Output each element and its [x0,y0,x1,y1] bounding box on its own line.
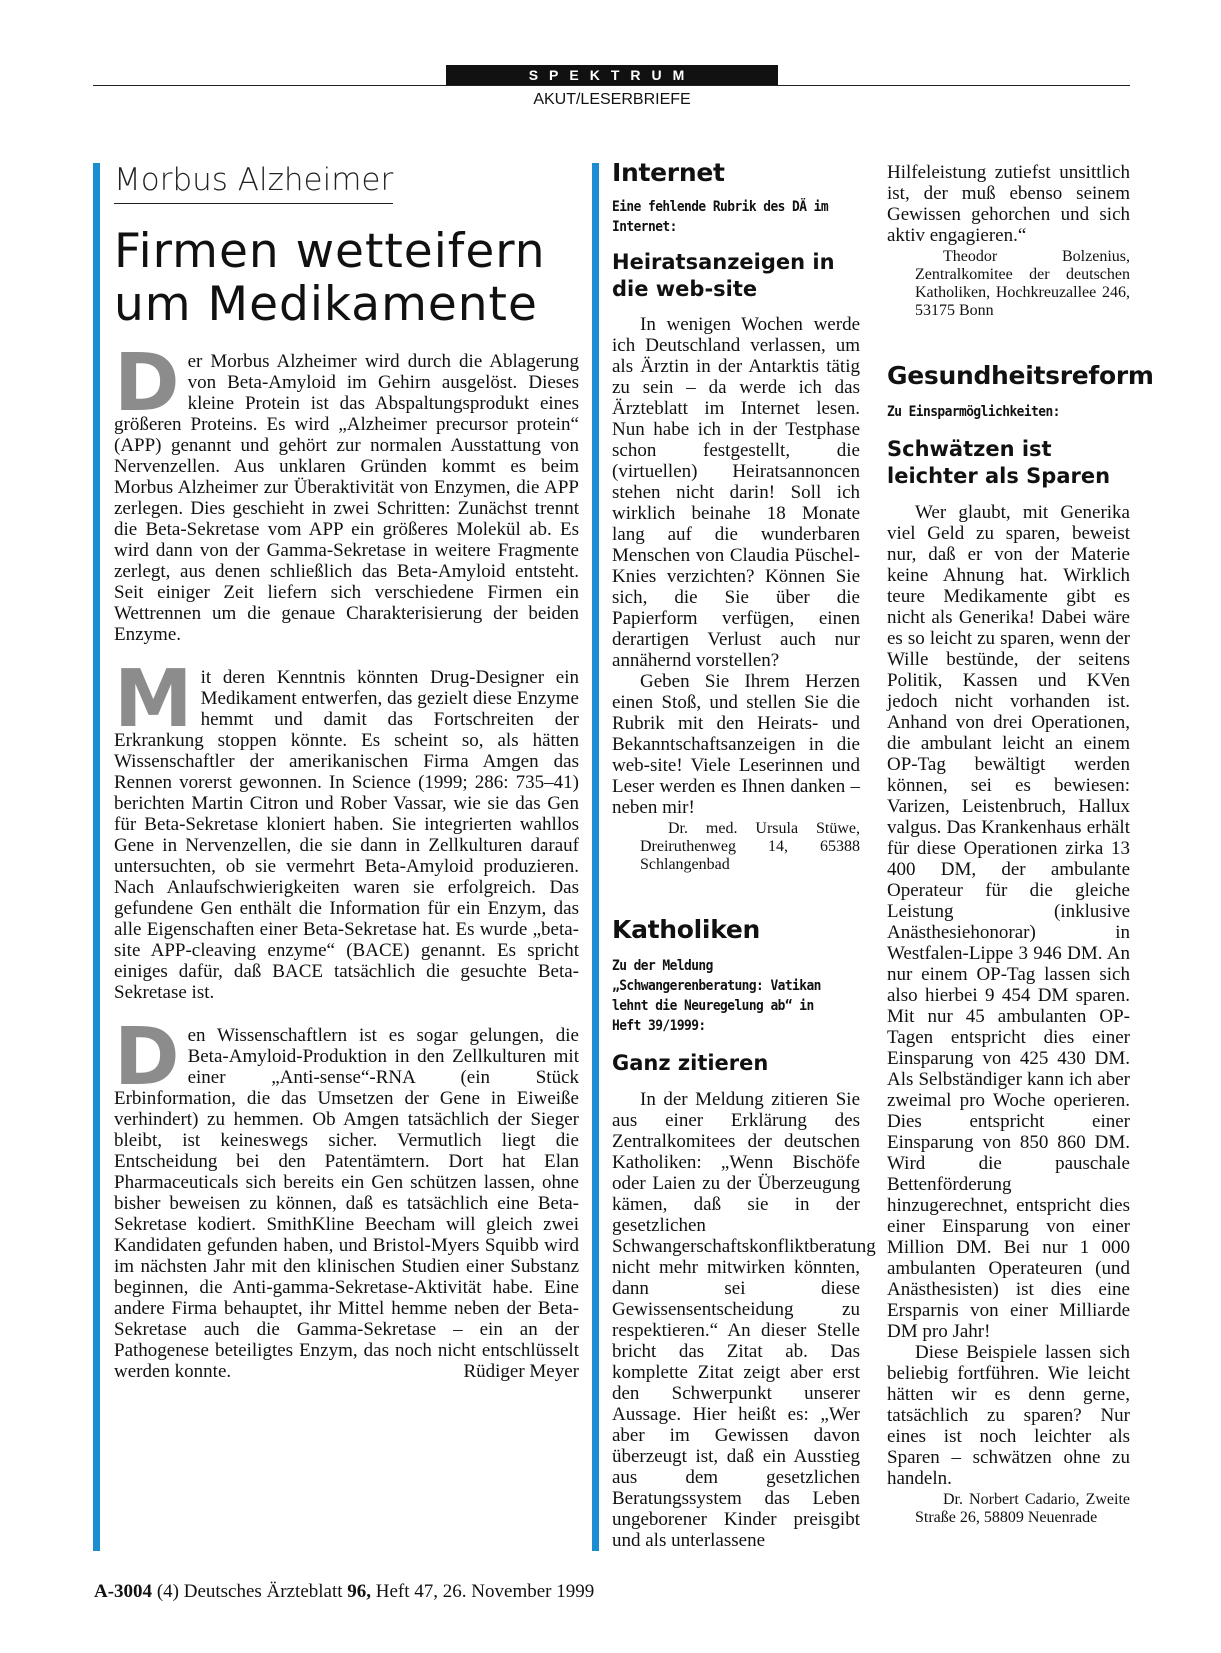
article-paragraph-2 [114,653,579,1003]
letter-paragraph: Wer glaubt, mit Generika viel Geld zu sparen, beweist nur, daß er von der Materie keine Ahnung hat. Wirklich teure Medikamente gibt es nicht als Generika! Dabei wäre es so leicht zu sparen, wenn der Wille bestünde, der seitens Politik, Kassen und KVen jedoch nicht vorhanden ist. Anhand von drei Operationen, die ambulant leicht an einem OP-Tag bewältigt werden können, sei es bewiesen: Varizen, Leistenbruch, Hallux valgus. Das Krankenhaus erhält für diese Operationen zirka 13 400 DM, der ambulante Operateur für die gleiche Leistung (inklusive Anästhesiehonorar) in Westfalen-Lippe 3 946 DM. An nur einem OP-Tag lassen sich also hierbei 9 454 DM sparen. Mit nur 45 ambulanten OP-Tagen entspricht dies einer Einsparung von 425 430 DM. Als Selbständiger kann ich aber zweimal pro Woche operieren. Dies entspricht einer Einsparung von 850 860 DM. Wird die pauschale Bettenförderung hinzugerechnet, entspricht dies einer Einsparung von einer Million DM. Bei nur 1 000 ambulanten Operateuren (und Anästhesisten) ist dies eine Ersparnis von einer Milliarde DM pro Jahr! [887,502,1130,1342]
letter-signature: Dr. Norbert Cadario, Zweite Straße 26, 58809 Neuenrade [915,1491,1130,1526]
issue-date: Heft 47, 26. November 1999 [375,1581,595,1602]
drop-cap-3: D [114,1011,180,1103]
volume-number: 96, [347,1581,372,1602]
letter-signature: Dr. med. Ursula Stüwe, Dreiruthenweg 14, 65388 Schlangenbad [640,820,860,873]
issue-prefix: (4) Deutsches Ärzteblatt [156,1581,343,1602]
article-paragraph-1 [114,337,579,645]
headline-line-2: um Medikamente [114,277,538,332]
letter-reference-internet: Eine fehlende Rubrik des DÄ im Internet: [612,199,829,235]
letter-reference-gesundheitsreform: Zu Einsparmöglichkeiten: [887,404,1060,420]
page-footer [94,1581,594,1603]
paragraph-3-text: en Wissenschaftlern ist es sogar gelungen, die Beta-Amyloid-Produktion in den Zellkulturen mit einer „Anti-sense“-RNA (ein Stück Erbinformation, die das Umsetzen der Gene in Eiweiße verhindert) zu hemmen. Ob Amgen tatsächlich der Sieger bleibt, ist keineswegs sicher. Vermutlich liegt die Entscheidung bei den Patentämtern. Dort hat Elan Pharmaceuticals sich bereits ein Gen schützen lassen, ohne bisher beweisen zu können, daß es tatsächlich eine Beta-Sekretase kodiert. SmithKline Beecham will gleich zwei Kandidaten gefunden haben, und Bristol-Myers Squibb wird im nächsten Jahr mit den klinischen Studien einer Substanz beginnen, die Anti-gamma-Sekretase-Aktivität habe. Eine andere Firma behauptet, ihr Mittel hemme neben der Beta-Sekretase auch die Gamma-Sekretase – ein an der Pathogenese beteiligtes Enzym, das noch nicht entschlüsselt werden konnte. [114,1025,579,1382]
header-rule [93,85,1130,86]
letter-paragraph: In der Meldung zitieren Sie aus einer Erklärung des Zentralkomitees der deutschen Katholiken: „Wenn Bischöfe oder Laien zu der Überzeugung kämen, daß sie in der gesetzlichen Schwangerschaftskonfliktberatung nicht mehr mitwirken könnten, dann sei diese Gewissensentscheidung zu respektieren.“ An dieser Stelle bricht das Zitat ab. Das komplette Zitat zeigt aber erst den Schwerpunkt unserer Aussage. Hier heißt es: „Wer aber im Gewissen davon überzeugt ist, daß ein Ausstieg aus dem gesetzlichen Beratungssystem das Leben ungeborener Kinder preisgibt und als unterlassene [612,1089,876,1551]
letter-paragraph: Diese Beispiele lassen sich beliebig fortführen. Wie leicht hätten wir es denn gerne, tatsächlich zu sparen? Nur eines ist noch leichter als Sparen – schwätzen ohne zu handeln. [887,1342,1130,1489]
letter-gesundheitsreform [887,502,1130,1527]
headline-line-1: Firmen wetteifern [114,224,546,279]
letter-paragraph: In wenigen Wochen werde ich Deutschland verlassen, um als Ärztin in der Antarktis tätig zu sein – da werde ich das Ärzteblatt im Internet lesen. Nun habe ich in der Testphase schon festgestellt, die (virtuellen) Heiratsannoncen stehen nicht darin! Soll ich wirklich beinahe 18 Monate lang auf die wunderbaren Menschen von Claudia Püschel-Knies verzichten? Können Sie sich, die Sie über die Papierform verfügen, einen derartigen Verlust auch nur annähernd vorstellen? [612,314,860,671]
middle-column [612,157,876,1551]
letter-signature: Theodor Bolzenius, Zentralkomitee der deutschen Katholiken, Hochkreuzallee 246, 53175 Bonn [915,248,1130,319]
article-paragraph-3 [114,1011,579,1382]
article-headline [114,225,584,331]
subsection-label: AKUT/LESERBRIEFE [533,91,691,108]
letter-internet [612,314,860,874]
article-author: Rüdiger Meyer [463,1361,579,1382]
section-title-gesundheitsreform: Gesundheitsreform [887,361,1154,390]
drop-cap-1: D [114,337,180,429]
letter-paragraph: Hilfeleistung zutiefst unsittlich ist, der muß ebenso seinem Gewissen gehorchen und sich aktiv engagieren.“ [887,162,1130,246]
left-column-bar [93,163,100,1551]
drop-cap-2: M [114,653,193,745]
letter-reference-katholiken: Zu der Meldung „Schwangerenberatung: Vatikan lehnt die Neuregelung ab“ in Heft 39/1999: [612,958,821,1034]
article-kicker: Morbus Alzheimer [114,160,393,204]
letter-paragraph: Geben Sie Ihrem Herzen einen Stoß, und stellen Sie die Rubrik mit den Heirats- und Bekanntschaftsanzeigen in die web-site! Viele Leserinnen und Leser werden es Ihnen danken – neben mir! [612,671,860,818]
section-banner: SPEKTRUM [446,65,778,85]
middle-column-bar [592,163,599,1551]
paragraph-1-text: er Morbus Alzheimer wird durch die Ablagerung von Beta-Amyloid im Gehirn ausgelöst. Dieses kleine Protein ist das Abspaltungsprodukt eines größeren Proteins. Es wird „Alzheimer precursor protein“ (APP) genannt und gehört zur normalen Ausstattung von Nervenzellen. Aus unklaren Gründen kommt es beim Morbus Alzheimer zur Überaktivität von Enzymen, die APP zerlegen. Dies geschieht in zwei Schritten: Zunächst trennt die Beta-Sekretase vom APP ein größeres Molekül ab. Es wird dann von der Gamma-Sekretase in weitere Fragmente zerlegt, aus denen schließlich das Beta-Amyloid entsteht. Seit einiger Zeit liefern sich verschiedene Firmen ein Wettrennen um die genaue Charakterisierung der beiden Enzyme. [114,351,579,645]
letter-katholiken [612,1089,876,1551]
letter-title-schwaetzen: Schwätzen ist leichter als Sparen [887,437,1111,488]
right-column [887,162,1154,1527]
section-title-internet: Internet [612,158,725,187]
letter-katholiken-continued [887,162,1130,320]
article-body [114,337,579,1382]
section-title-katholiken: Katholiken [612,915,761,944]
letter-title-ganz-zitieren: Ganz zitieren [612,1051,769,1075]
paragraph-2-text: it deren Kenntnis könnten Drug-Designer ein Medikament entwerfen, das gezielt diese Enzyme hemmt und damit das Fortschreiten der Erkrankung stoppen könnte. Es scheint so, als hätten Wissenschaftler der amerikanischen Firma Amgen das Rennen vorerst gewonnen. In Science (1999; 286: 735–41) berichten Martin Citron und Rober Vassar, wie sie das Gen für Beta-Sekretase kloniert haben. Sie integrierten wahllos Gene in Nervenzellen, die sie dann in Zellkulturen darauf untersuchten, ob sie vermehrt Beta-Amyloid produzieren. Nach Anlaufschwierigkeiten waren sie erfolgreich. Das gefundene Gen enthält die Information für ein Enzym, das alle Eigenschaften einer Beta-Sekretase hat. Es wurde „beta-site APP-cleaving enzyme“ (BACE) genannt. Es spricht einiges dafür, daß BACE tatsächlich die gesuchte Beta-Sekretase ist. [114,667,579,1003]
page-number: A-3004 [94,1581,153,1602]
letter-title-heiratsanzeigen: Heiratsanzeigen in die web-site [612,250,835,301]
